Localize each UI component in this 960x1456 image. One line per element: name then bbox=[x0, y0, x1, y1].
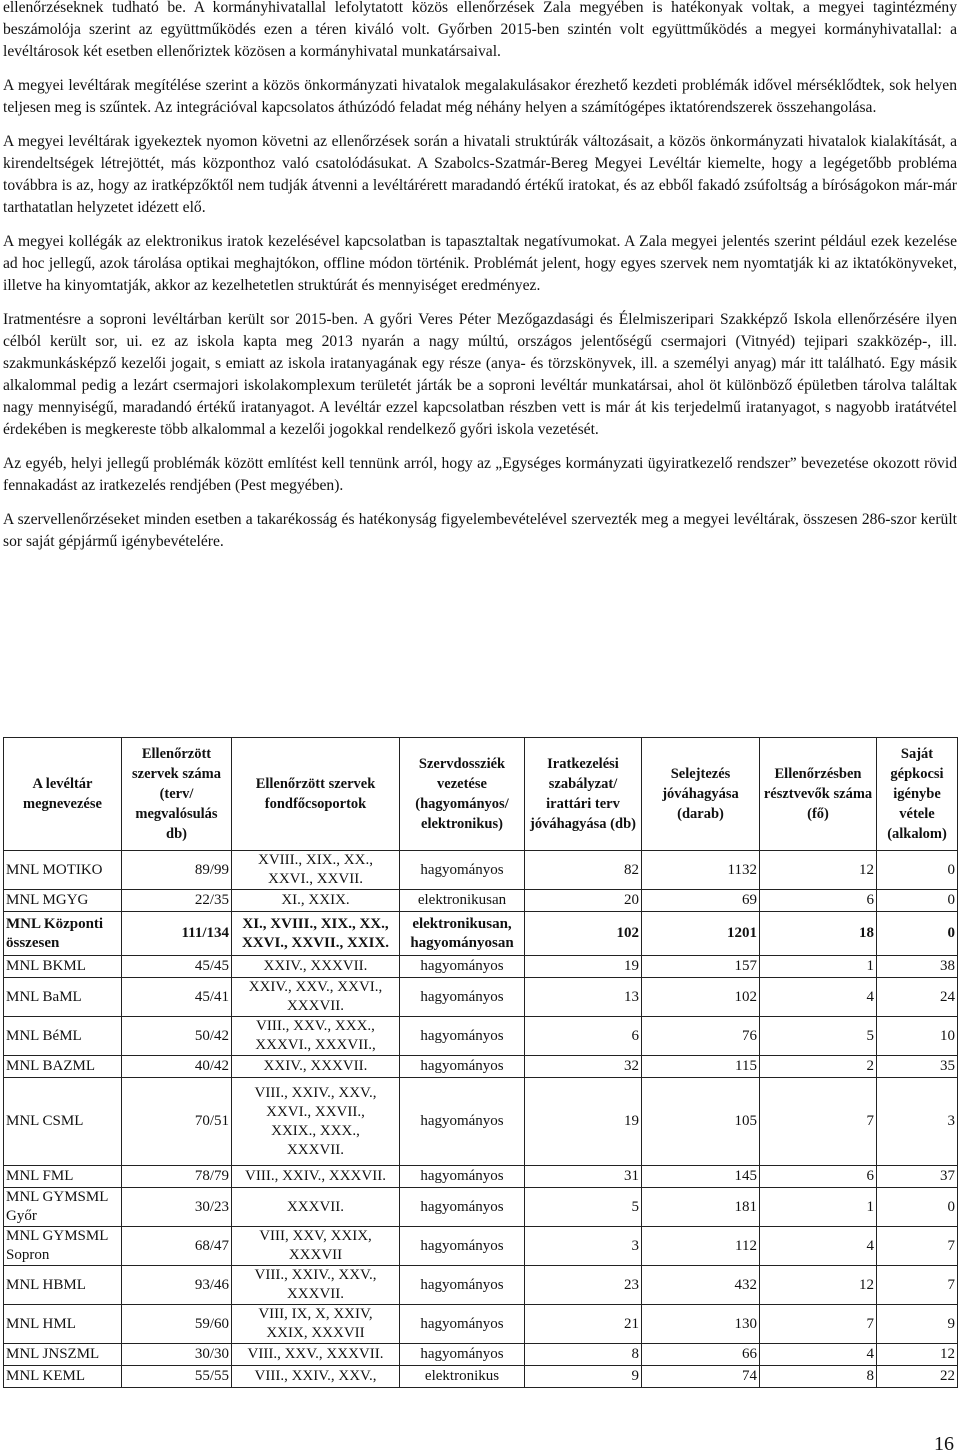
table-row bbox=[4, 1227, 958, 1266]
cell-disposal-approval: 1132 bbox=[642, 851, 760, 890]
cell-car-usage: 0 bbox=[877, 912, 958, 956]
cell-fonds-groups: XXIV., XXXVII. bbox=[232, 1056, 400, 1078]
cell-dossier-keeping: elektronikusan bbox=[400, 890, 525, 912]
cell-fonds-groups: VIII., XXIV., XXV., bbox=[232, 1366, 400, 1388]
cell-dossier-keeping: hagyományos bbox=[400, 1305, 525, 1344]
table-row bbox=[4, 978, 958, 1017]
table-row bbox=[4, 1078, 958, 1166]
table-row bbox=[4, 912, 958, 956]
cell-fonds-groups: XXIV., XXXVII. bbox=[232, 956, 400, 978]
cell-car-usage: 22 bbox=[877, 1366, 958, 1388]
cell-archive-name: MNL MOTIKO bbox=[4, 851, 122, 890]
header-dossier-keeping: Szervdossziék vezetése (hagyományos/ elektronikus) bbox=[400, 738, 525, 851]
cell-regulation-approval: 6 bbox=[525, 1017, 642, 1056]
cell-staff-count: 4 bbox=[760, 1344, 877, 1366]
cell-regulation-approval: 102 bbox=[525, 912, 642, 956]
cell-inspected-count: 50/42 bbox=[122, 1017, 232, 1056]
cell-staff-count: 7 bbox=[760, 1078, 877, 1166]
header-staff-count: Ellenőrzésben résztvevők száma (fő) bbox=[760, 738, 877, 851]
cell-archive-name: MNL BAZML bbox=[4, 1056, 122, 1078]
cell-inspected-count: 93/46 bbox=[122, 1266, 232, 1305]
cell-disposal-approval: 181 bbox=[642, 1188, 760, 1227]
cell-disposal-approval: 1201 bbox=[642, 912, 760, 956]
cell-car-usage: 7 bbox=[877, 1266, 958, 1305]
cell-inspected-count: 30/23 bbox=[122, 1188, 232, 1227]
paragraph: A megyei levéltárak igyekeztek nyomon követni az ellenőrzések során a hivatali struktúrák változásait, a közös önkormányzati hivatalok kialakítását, a kirendeltségek létrejöttét, más központhoz való csatolódásukat. A Szabolcs-Szatmár-Bereg Megyei Levéltár kiemelte, hogy a legégetőbb probléma továbbra is az, hogy az iratképzőktől nem tudják átvenni a levéltárérett maradandó értékű iratokat, és az ebből fakadó zsúfoltság a bíróságokon már-már tarthatatlan helyzetet idézett elő. bbox=[3, 133, 957, 216]
cell-archive-name: MNL BaML bbox=[4, 978, 122, 1017]
paragraph: Iratmentésre a soproni levéltárban került sor 2015-ben. A győri Veres Péter Mezőgazdasági és Élelmiszeripari Szakképző Iskola ellenőrzésére ilyen célból került sor, ui. ez az iskola kapta meg 2013 nyarán a nagy múltú, országos jelentőségű csermajori (Vitnyéd) tejipari szakközép-, ill. szakmunkásképző kezelői jogait, s emiatt az iskola iratanyagának egy része (anya- és törzskönyvek, ill. a személyi anyag) már itt található. Egy másik alkalommal pedig a lezárt csermajori iskolakomplexum területét járták be a soproni levéltár munkatársai, ahol öt különböző épületben tárolva találtak nagy mennyiségű, maradandó értékű iratanyagot. A levéltár ezzel kapcsolatban részben vett is már át kis terjedelmű iratanyagot, s nagyobb iratátvétel érdekében is megkereste több alkalommal a kezelői jogokkal rendelkező győri iskola vezetését. bbox=[3, 311, 957, 438]
cell-regulation-approval: 13 bbox=[525, 978, 642, 1017]
table-row bbox=[4, 1366, 958, 1388]
cell-inspected-count: 59/60 bbox=[122, 1305, 232, 1344]
table-header-row bbox=[4, 738, 958, 851]
cell-fonds-groups: XI., XVIII., XIX., XX., XXVI., XXVII., XXIX. bbox=[232, 912, 400, 956]
cell-car-usage: 24 bbox=[877, 978, 958, 1017]
cell-fonds-groups: XVIII., XIX., XX., XXVI., XXVII. bbox=[232, 851, 400, 890]
cell-dossier-keeping: hagyományos bbox=[400, 851, 525, 890]
cell-staff-count: 4 bbox=[760, 1227, 877, 1266]
cell-dossier-keeping: elektronikus bbox=[400, 1366, 525, 1388]
table-row bbox=[4, 1188, 958, 1227]
cell-archive-name: MNL HBML bbox=[4, 1266, 122, 1305]
cell-disposal-approval: 112 bbox=[642, 1227, 760, 1266]
cell-archive-name: MNL MGYG bbox=[4, 890, 122, 912]
cell-inspected-count: 70/51 bbox=[122, 1078, 232, 1166]
cell-inspected-count: 40/42 bbox=[122, 1056, 232, 1078]
cell-regulation-approval: 19 bbox=[525, 1078, 642, 1166]
inspection-table bbox=[3, 737, 958, 1388]
table-row bbox=[4, 956, 958, 978]
table-body bbox=[4, 851, 958, 1388]
cell-regulation-approval: 21 bbox=[525, 1305, 642, 1344]
cell-staff-count: 6 bbox=[760, 1166, 877, 1188]
header-car-usage: Saját gépkocsi igénybe vétele (alkalom) bbox=[877, 738, 958, 851]
cell-dossier-keeping: hagyományos bbox=[400, 1266, 525, 1305]
cell-dossier-keeping: hagyományos bbox=[400, 1056, 525, 1078]
cell-disposal-approval: 102 bbox=[642, 978, 760, 1017]
paragraph: A szervellenőrzéseket minden esetben a takarékosság és hatékonyság figyelembevételével szervezték meg a megyei levéltárak, összesen 286-szor került sor saját gépjármű igénybevételére. bbox=[3, 511, 957, 550]
cell-inspected-count: 55/55 bbox=[122, 1366, 232, 1388]
cell-regulation-approval: 5 bbox=[525, 1188, 642, 1227]
cell-archive-name: MNL BéML bbox=[4, 1017, 122, 1056]
paragraph: A megyei kollégák az elektronikus iratok kezelésével kapcsolatban is tapasztaltak negatívumokat. A Zala megyei jelentés szerint például ezek kezelése ad hoc jellegű, azok tárolása optikai meghajtókon, offline módon történik. Problémát jelent, hogy egyes szervek nem nyomtatják ki az iktatókönyveket, illetve ha kinyomtatják, akkor az kezelhetetlen struktúrát és mennyiséget eredményez. bbox=[3, 233, 957, 294]
cell-disposal-approval: 69 bbox=[642, 890, 760, 912]
cell-regulation-approval: 82 bbox=[525, 851, 642, 890]
cell-fonds-groups: VIII, IX, X, XXIV, XXIX, XXXVII bbox=[232, 1305, 400, 1344]
cell-car-usage: 10 bbox=[877, 1017, 958, 1056]
header-regulation-approval: Iratkezelési szabályzat/ irattári terv jóváhagyása (db) bbox=[525, 738, 642, 851]
cell-regulation-approval: 31 bbox=[525, 1166, 642, 1188]
cell-archive-name: MNL KEML bbox=[4, 1366, 122, 1388]
cell-car-usage: 7 bbox=[877, 1227, 958, 1266]
cell-regulation-approval: 23 bbox=[525, 1266, 642, 1305]
cell-staff-count: 7 bbox=[760, 1305, 877, 1344]
cell-staff-count: 1 bbox=[760, 956, 877, 978]
cell-car-usage: 3 bbox=[877, 1078, 958, 1166]
cell-archive-name: MNL JNSZML bbox=[4, 1344, 122, 1366]
cell-archive-name: MNL Központi összesen bbox=[4, 912, 122, 956]
cell-dossier-keeping: hagyományos bbox=[400, 1078, 525, 1166]
cell-staff-count: 12 bbox=[760, 851, 877, 890]
cell-disposal-approval: 130 bbox=[642, 1305, 760, 1344]
cell-staff-count: 4 bbox=[760, 978, 877, 1017]
cell-dossier-keeping: hagyományos bbox=[400, 1227, 525, 1266]
cell-car-usage: 0 bbox=[877, 851, 958, 890]
cell-staff-count: 18 bbox=[760, 912, 877, 956]
cell-inspected-count: 78/79 bbox=[122, 1166, 232, 1188]
cell-archive-name: MNL BKML bbox=[4, 956, 122, 978]
cell-regulation-approval: 20 bbox=[525, 890, 642, 912]
cell-fonds-groups: VIII., XXV., XXXVII. bbox=[232, 1344, 400, 1366]
paragraph: ellenőrzéseknek tudható be. A kormányhivatallal lefolytatott közös ellenőrzések Zala megyében is hatékonyak voltak, a megyei tagintézmény beszámolója szerint az együttműködés ezen a téren kiváló volt. Győrben 2015-ben szintén volt együttműködés a megyei kormányhivatallal: a levéltárosok két esetben ellenőriztek közösen a kormányhivatal munkatársaival. bbox=[3, 0, 957, 60]
cell-regulation-approval: 19 bbox=[525, 956, 642, 978]
cell-car-usage: 37 bbox=[877, 1166, 958, 1188]
paragraph: Az egyéb, helyi jellegű problémák között említést kell tennünk arról, hogy az „Egységes kormányzati ügyiratkezelő rendszer” bevezetése okozott rövid fennakadást az iratkezelés rendjében (Pest megyében). bbox=[3, 455, 957, 494]
cell-fonds-groups: XXXVII. bbox=[232, 1188, 400, 1227]
cell-car-usage: 9 bbox=[877, 1305, 958, 1344]
cell-dossier-keeping: hagyományos bbox=[400, 1344, 525, 1366]
cell-dossier-keeping: hagyományos bbox=[400, 978, 525, 1017]
cell-dossier-keeping: hagyományos bbox=[400, 1188, 525, 1227]
cell-fonds-groups: VIII., XXV., XXX., XXXVI., XXXVII., bbox=[232, 1017, 400, 1056]
cell-fonds-groups: VIII., XXIV., XXV., XXVI., XXVII., XXIX., XXX., XXXVII. bbox=[232, 1078, 400, 1166]
cell-inspected-count: 111/134 bbox=[122, 912, 232, 956]
cell-fonds-groups: XXIV., XXV., XXVI., XXXVII. bbox=[232, 978, 400, 1017]
cell-staff-count: 2 bbox=[760, 1056, 877, 1078]
cell-inspected-count: 89/99 bbox=[122, 851, 232, 890]
cell-archive-name: MNL HML bbox=[4, 1305, 122, 1344]
header-archive-name: A levéltár megnevezése bbox=[4, 738, 122, 851]
table-row bbox=[4, 1056, 958, 1078]
cell-inspected-count: 30/30 bbox=[122, 1344, 232, 1366]
cell-disposal-approval: 145 bbox=[642, 1166, 760, 1188]
cell-staff-count: 5 bbox=[760, 1017, 877, 1056]
cell-fonds-groups: VIII., XXIV., XXV., XXXVII. bbox=[232, 1266, 400, 1305]
table-row bbox=[4, 1344, 958, 1366]
header-inspected-count: Ellenőrzött szervek száma (terv/ megvalósulás db) bbox=[122, 738, 232, 851]
cell-archive-name: MNL GYMSML Győr bbox=[4, 1188, 122, 1227]
page-number: 16 bbox=[934, 1433, 954, 1455]
cell-regulation-approval: 32 bbox=[525, 1056, 642, 1078]
table-row bbox=[4, 1017, 958, 1056]
header-fonds-groups: Ellenőrzött szervek fondfőcsoportok bbox=[232, 738, 400, 851]
cell-disposal-approval: 157 bbox=[642, 956, 760, 978]
cell-car-usage: 0 bbox=[877, 1188, 958, 1227]
cell-disposal-approval: 76 bbox=[642, 1017, 760, 1056]
cell-dossier-keeping: hagyományos bbox=[400, 1166, 525, 1188]
table-row bbox=[4, 1305, 958, 1344]
cell-car-usage: 12 bbox=[877, 1344, 958, 1366]
cell-regulation-approval: 3 bbox=[525, 1227, 642, 1266]
cell-inspected-count: 22/35 bbox=[122, 890, 232, 912]
body-text bbox=[3, 0, 957, 565]
cell-staff-count: 6 bbox=[760, 890, 877, 912]
cell-fonds-groups: VIII., XXIV., XXXVII. bbox=[232, 1166, 400, 1188]
cell-dossier-keeping: elektronikusan, hagyományosan bbox=[400, 912, 525, 956]
cell-dossier-keeping: hagyományos bbox=[400, 1017, 525, 1056]
table-row bbox=[4, 851, 958, 890]
paragraph: A megyei levéltárak megítélése szerint a közös önkormányzati hivatalok megalakulásakor érezhető kezdeti problémák idővel mérséklődtek, sok helyen teljesen meg is szűntek. Az integrációval kapcsolatos áthúzódó feladat még néhány helyen a számítógépes iktatórendszerek összehangolása. bbox=[3, 77, 957, 116]
table-row bbox=[4, 1266, 958, 1305]
cell-staff-count: 8 bbox=[760, 1366, 877, 1388]
cell-inspected-count: 45/45 bbox=[122, 956, 232, 978]
cell-archive-name: MNL GYMSML Sopron bbox=[4, 1227, 122, 1266]
cell-fonds-groups: XI., XXIX. bbox=[232, 890, 400, 912]
cell-disposal-approval: 432 bbox=[642, 1266, 760, 1305]
cell-fonds-groups: VIII, XXV, XXIX, XXXVII bbox=[232, 1227, 400, 1266]
cell-regulation-approval: 8 bbox=[525, 1344, 642, 1366]
cell-staff-count: 12 bbox=[760, 1266, 877, 1305]
table-row bbox=[4, 890, 958, 912]
cell-disposal-approval: 66 bbox=[642, 1344, 760, 1366]
cell-regulation-approval: 9 bbox=[525, 1366, 642, 1388]
cell-car-usage: 35 bbox=[877, 1056, 958, 1078]
cell-dossier-keeping: hagyományos bbox=[400, 956, 525, 978]
cell-archive-name: MNL FML bbox=[4, 1166, 122, 1188]
cell-inspected-count: 45/41 bbox=[122, 978, 232, 1017]
cell-disposal-approval: 105 bbox=[642, 1078, 760, 1166]
cell-disposal-approval: 115 bbox=[642, 1056, 760, 1078]
cell-disposal-approval: 74 bbox=[642, 1366, 760, 1388]
cell-car-usage: 38 bbox=[877, 956, 958, 978]
cell-staff-count: 1 bbox=[760, 1188, 877, 1227]
table-row bbox=[4, 1166, 958, 1188]
header-disposal-approval: Selejtezés jóváhagyása (darab) bbox=[642, 738, 760, 851]
cell-archive-name: MNL CSML bbox=[4, 1078, 122, 1166]
cell-inspected-count: 68/47 bbox=[122, 1227, 232, 1266]
cell-car-usage: 0 bbox=[877, 890, 958, 912]
